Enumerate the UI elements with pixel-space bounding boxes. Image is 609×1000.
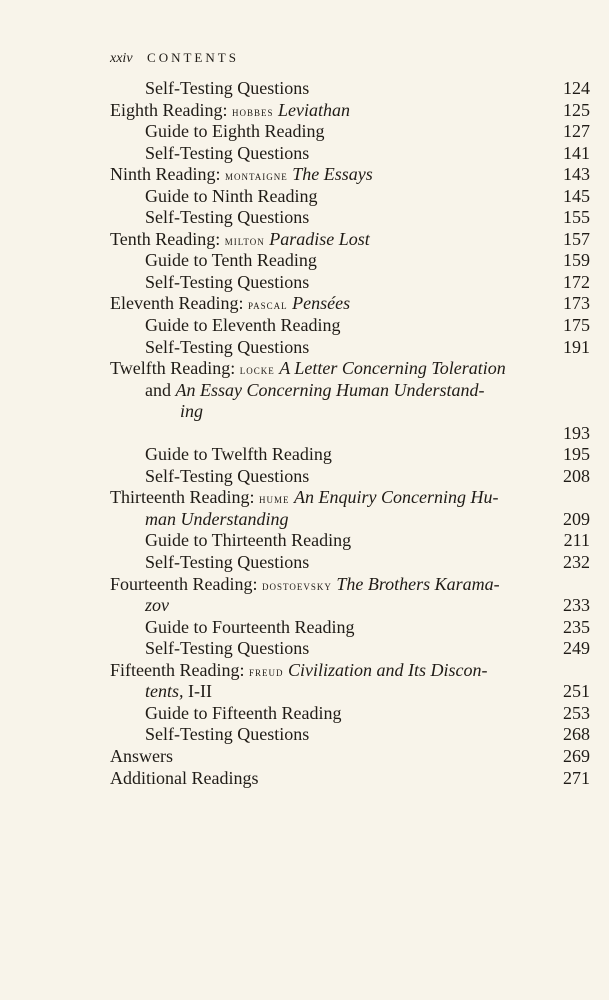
toc-entry-text bbox=[145, 724, 309, 744]
running-head-title: CONTENTS bbox=[147, 50, 239, 65]
toc-entry-author: hume bbox=[258, 491, 290, 507]
toc-entry-prefix: Eleventh Reading: bbox=[110, 293, 248, 314]
toc-line bbox=[110, 401, 590, 423]
toc-line bbox=[110, 293, 590, 315]
toc-entry-text bbox=[145, 121, 324, 141]
toc-entry-text bbox=[110, 229, 370, 249]
toc-page-number: 269 bbox=[563, 745, 590, 766]
page-folio: xxiv bbox=[110, 51, 133, 66]
toc-line bbox=[110, 250, 590, 272]
toc-line bbox=[110, 186, 590, 208]
toc-line bbox=[110, 78, 590, 100]
toc-line bbox=[110, 207, 590, 229]
toc-line bbox=[110, 552, 590, 574]
toc-entry-label: Self-Testing Questions bbox=[145, 336, 310, 357]
toc-entry-label: Guide to Fourteenth Reading bbox=[145, 616, 355, 637]
toc-line bbox=[110, 380, 590, 402]
running-head bbox=[110, 50, 239, 67]
toc-entry-text bbox=[145, 380, 484, 400]
toc-page-number: 233 bbox=[563, 595, 590, 616]
toc-entry-text bbox=[145, 595, 169, 615]
toc-entry-work: A Letter Concerning Toleration bbox=[279, 358, 506, 379]
toc-entry-text bbox=[145, 617, 354, 637]
toc-entry-label: Self-Testing Questions bbox=[145, 78, 310, 98]
toc-line bbox=[110, 487, 590, 509]
toc-page-number: 195 bbox=[563, 444, 590, 465]
toc-entry-label: Guide to Eighth Reading bbox=[145, 121, 325, 142]
toc-line bbox=[110, 358, 590, 380]
toc-page-number: 173 bbox=[563, 293, 590, 314]
toc-entry-label: Self-Testing Questions bbox=[145, 142, 310, 163]
toc-entry-work: Paradise Lost bbox=[269, 228, 370, 249]
toc-entry-author: locke bbox=[239, 362, 275, 378]
toc-entry-work: Leviathan bbox=[278, 99, 350, 120]
toc-line bbox=[110, 100, 590, 122]
toc-entry-text bbox=[145, 444, 332, 464]
toc-line bbox=[110, 466, 590, 488]
toc-entry-text bbox=[110, 164, 373, 184]
table-of-contents bbox=[110, 78, 590, 789]
toc-entry-label: Guide to Fifteenth Reading bbox=[145, 702, 342, 723]
toc-entry-text bbox=[145, 552, 309, 572]
toc-line bbox=[110, 660, 590, 682]
toc-entry-text bbox=[145, 337, 309, 357]
toc-entry-label: Self-Testing Questions bbox=[145, 552, 310, 573]
toc-entry-label: Guide to Ninth Reading bbox=[145, 185, 318, 206]
toc-line bbox=[110, 229, 590, 251]
toc-line bbox=[110, 530, 590, 552]
toc-page-number: 268 bbox=[563, 724, 590, 745]
toc-line bbox=[110, 746, 590, 768]
toc-line bbox=[110, 121, 590, 143]
toc-page-number: 127 bbox=[563, 121, 590, 142]
toc-entry-text bbox=[145, 78, 309, 98]
toc-entry-text bbox=[145, 638, 309, 658]
toc-entry-work: An Enquiry Concerning Hu- bbox=[293, 487, 499, 508]
toc-entry-prefix: Thirteenth Reading: bbox=[110, 487, 259, 508]
toc-entry-author: pascal bbox=[247, 297, 288, 313]
toc-entry-text bbox=[110, 660, 488, 680]
toc-entry-work: The Brothers Karama- bbox=[336, 573, 500, 594]
toc-line bbox=[110, 595, 590, 617]
toc-page-number: 172 bbox=[563, 271, 590, 292]
toc-entry-text bbox=[145, 703, 341, 723]
toc-entry-label: Self-Testing Questions bbox=[145, 465, 310, 486]
toc-line bbox=[110, 143, 590, 165]
toc-entry-text bbox=[145, 272, 309, 292]
toc-entry-work: Civilization and Its Discon- bbox=[288, 659, 488, 680]
toc-entry-label: Guide to Eleventh Reading bbox=[145, 315, 341, 336]
toc-entry-work: Pensées bbox=[292, 293, 351, 314]
toc-entry-label: Self-Testing Questions bbox=[145, 271, 310, 292]
toc-line bbox=[110, 768, 590, 790]
toc-entry-author: milton bbox=[224, 232, 265, 248]
toc-entry-text bbox=[145, 207, 309, 227]
toc-entry-work: ing bbox=[180, 401, 204, 422]
toc-entry-text bbox=[145, 681, 212, 701]
toc-entry-prefix: Fourteenth Reading: bbox=[110, 573, 262, 594]
toc-entry-prefix: Tenth Reading: bbox=[110, 228, 225, 249]
toc-entry-text bbox=[180, 401, 203, 421]
toc-entry-text bbox=[110, 100, 350, 120]
toc-page-number: 143 bbox=[563, 164, 590, 185]
toc-page-number: 159 bbox=[563, 250, 590, 271]
toc-entry-text bbox=[145, 509, 289, 529]
toc-page-number: 251 bbox=[563, 681, 590, 702]
toc-entry-label: Self-Testing Questions bbox=[145, 638, 310, 659]
toc-line bbox=[110, 703, 590, 725]
toc-entry-text bbox=[110, 358, 506, 378]
toc-line bbox=[110, 638, 590, 660]
toc-entry-text bbox=[145, 250, 317, 270]
toc-page-number: 155 bbox=[563, 207, 590, 228]
toc-entry-work: zov bbox=[145, 595, 169, 616]
toc-line bbox=[110, 272, 590, 294]
toc-line bbox=[110, 574, 590, 596]
toc-page-number: 211 bbox=[563, 530, 590, 551]
toc-line bbox=[110, 337, 590, 359]
toc-page-number: 124 bbox=[563, 78, 590, 98]
toc-line bbox=[110, 724, 590, 746]
toc-page-number: 145 bbox=[563, 185, 590, 206]
toc-page-number: 208 bbox=[563, 465, 590, 486]
toc-entry-suffix: I-II bbox=[183, 681, 212, 702]
toc-entry-label: Self-Testing Questions bbox=[145, 724, 310, 745]
toc-page-number: 253 bbox=[563, 702, 590, 723]
toc-entry-prefix: Fifteenth Reading: bbox=[110, 659, 249, 680]
toc-entry-prefix: and bbox=[145, 379, 176, 400]
toc-entry-text bbox=[145, 530, 351, 550]
toc-entry-author: dostoevsky bbox=[261, 577, 332, 593]
toc-entry-work: man Understanding bbox=[145, 508, 289, 529]
toc-page-number: 249 bbox=[563, 638, 590, 659]
toc-entry-text bbox=[110, 746, 173, 766]
toc-page-number: 209 bbox=[563, 508, 590, 529]
toc-entry-text bbox=[110, 768, 258, 788]
toc-line bbox=[110, 617, 590, 639]
toc-entry-author: montaigne bbox=[225, 168, 288, 184]
toc-line bbox=[110, 509, 590, 531]
toc-entry-text bbox=[110, 293, 350, 313]
toc-page-number: 232 bbox=[563, 552, 590, 573]
toc-entry-text bbox=[145, 143, 309, 163]
toc-entry-label: Guide to Twelfth Reading bbox=[145, 444, 332, 465]
toc-page-number: 175 bbox=[563, 315, 590, 336]
toc-page-number: 271 bbox=[563, 767, 590, 788]
toc-entry-work: The Essays bbox=[292, 164, 373, 185]
toc-entry-label: Self-Testing Questions bbox=[145, 207, 310, 228]
toc-entry-label: Guide to Thirteenth Reading bbox=[145, 530, 352, 551]
toc-page-number: 191 bbox=[563, 336, 590, 357]
toc-entry-label: Additional Readings bbox=[110, 767, 259, 788]
toc-entry-text bbox=[110, 574, 500, 594]
toc-entry-text bbox=[145, 186, 317, 206]
toc-line bbox=[110, 444, 590, 466]
toc-entry-work: tents, bbox=[145, 681, 184, 702]
toc-entry-author: hobbes bbox=[231, 103, 274, 119]
toc-entry-text bbox=[145, 315, 340, 335]
toc-entry-prefix: Ninth Reading: bbox=[110, 164, 225, 185]
toc-page-number: 193 bbox=[563, 422, 590, 443]
toc-line bbox=[110, 164, 590, 186]
toc-line bbox=[110, 315, 590, 337]
toc-entry-prefix: Twelfth Reading: bbox=[110, 358, 240, 379]
toc-entry-prefix: Eighth Reading: bbox=[110, 99, 232, 120]
toc-page-number: 125 bbox=[563, 99, 590, 120]
toc-line bbox=[110, 423, 590, 445]
toc-page-number: 157 bbox=[563, 228, 590, 249]
toc-entry-work: An Essay Concerning Human Understand- bbox=[175, 379, 485, 400]
toc-entry-text bbox=[110, 487, 498, 507]
toc-page-number: 141 bbox=[563, 142, 590, 163]
toc-entry-label: Answers bbox=[110, 745, 173, 766]
toc-entry-text bbox=[145, 466, 309, 486]
toc-entry-author: freud bbox=[248, 663, 284, 679]
toc-line bbox=[110, 681, 590, 703]
toc-page-number: 235 bbox=[563, 616, 590, 637]
toc-entry-label: Guide to Tenth Reading bbox=[145, 250, 317, 271]
